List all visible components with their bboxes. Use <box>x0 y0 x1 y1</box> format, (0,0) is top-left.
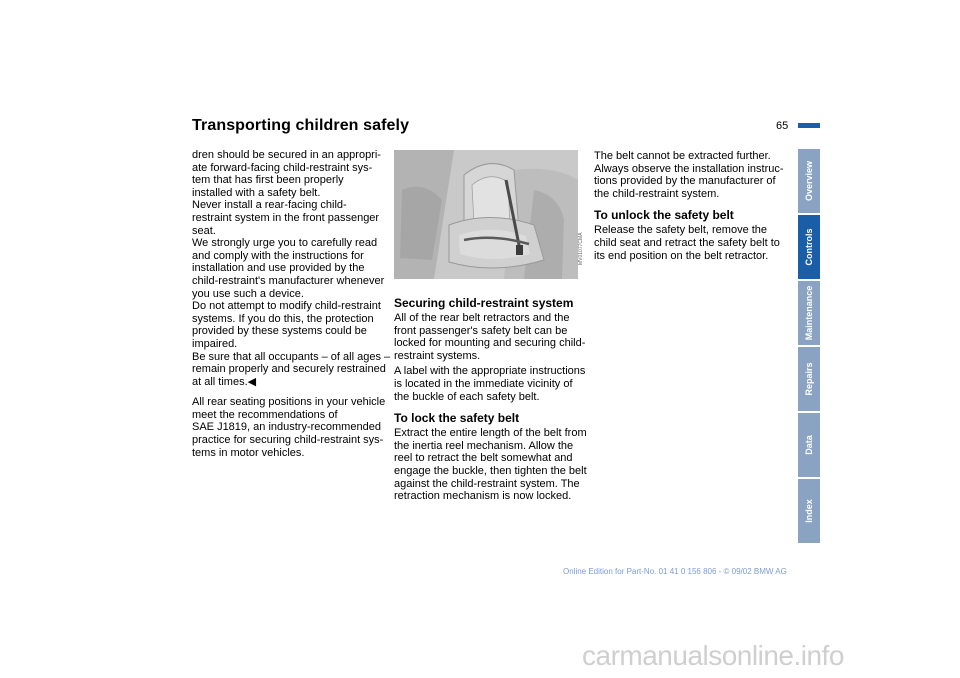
text-line: at all times.◀ <box>192 375 257 388</box>
tab-repairs[interactable] <box>798 347 820 411</box>
text-line: engage the buckle, then tighten the belt <box>394 464 587 477</box>
text-line: practice for securing child-restraint sys- <box>192 434 384 447</box>
page-title: Transporting children safely <box>192 117 410 134</box>
text-line: dren should be secured in an appropri- <box>192 149 381 161</box>
text-line: impaired. <box>192 337 238 350</box>
tab-data[interactable] <box>798 413 820 477</box>
child-seat-illustration <box>394 150 578 279</box>
text-line: Release the safety belt, remove the <box>594 224 768 237</box>
text-line: The belt cannot be extracted further. <box>594 150 771 162</box>
tab-label: Data <box>804 435 814 455</box>
text-line: tions provided by the manufacturer of <box>594 175 776 188</box>
text-line: Always observe the installation instruc- <box>594 162 784 175</box>
text-column-2 <box>394 296 586 503</box>
text-line: A label with the appropriate instructions <box>394 365 586 378</box>
text-line: All of the rear belt retractors and the <box>394 312 570 324</box>
figure-code: MV01077CMA <box>578 232 584 265</box>
text-line: All rear seating positions in your vehicle <box>192 396 386 409</box>
tab-label: Index <box>804 499 814 523</box>
text-line: meet the recommendations of <box>192 408 338 421</box>
text-line: tems in motor vehicles. <box>192 446 305 459</box>
tab-label: Controls <box>804 228 814 266</box>
tab-index[interactable] <box>798 479 820 543</box>
text-line: front passenger's safety belt can be <box>394 324 568 337</box>
text-line: restraint systems. <box>394 349 481 362</box>
section-tabs <box>798 149 820 545</box>
text-line: Be sure that all occupants – of all ages – <box>192 350 391 363</box>
paragraph-child-safety <box>192 149 391 388</box>
paragraph-belt-cannot-extract <box>594 150 784 200</box>
tab-label: Overview <box>804 160 814 202</box>
heading-lock-safety-belt: To lock the safety belt <box>394 411 520 426</box>
text-line: SAE J1819, an industry-recommended <box>192 421 381 434</box>
text-line: Extract the entire length of the belt from <box>394 427 587 440</box>
text-line: child-restraint's manufacturer whenever <box>192 274 385 287</box>
text-line: the child-restraint system. <box>594 187 720 200</box>
text-line: Never install a rear-facing child- <box>192 199 347 212</box>
text-line: locked for mounting and securing child- <box>394 337 586 350</box>
text-line: the buckle of each safety belt. <box>394 390 540 403</box>
text-line: retraction mechanism is now locked. <box>394 490 572 503</box>
text-line: you use such a device. <box>192 287 304 300</box>
paragraph-unlock-instructions <box>594 224 784 262</box>
text-line: Do not attempt to modify child-restraint <box>192 300 381 313</box>
paragraph-sae-j1819 <box>192 396 386 459</box>
text-line: ate forward-facing child-restraint sys- <box>192 161 373 174</box>
text-line: remain properly and securely restrained <box>192 363 386 376</box>
footer-edition: Online Edition for Part-No. 01 41 0 156 806 - © 09/02 BMW AG <box>563 567 787 576</box>
watermark: carmanualsonline.info <box>582 640 844 671</box>
text-line: against the child-restraint system. The <box>394 477 580 490</box>
paragraph-lock-instructions <box>394 427 586 503</box>
text-column-1 <box>192 149 391 459</box>
text-line: installed with a safety belt. <box>192 186 321 199</box>
tab-maintenance[interactable] <box>798 281 820 345</box>
text-line: provided by these systems could be <box>192 325 367 338</box>
tab-controls[interactable] <box>798 215 820 279</box>
text-line: the inertia reel mechanism. Allow the <box>394 439 574 452</box>
text-line: and comply with the instructions for <box>192 249 364 262</box>
text-line: We strongly urge you to carefully read <box>192 237 378 250</box>
text-line: installation and use provided by the <box>192 262 365 275</box>
paragraph-label-instructions <box>394 365 586 403</box>
text-column-3 <box>594 150 784 262</box>
text-line: seat. <box>192 224 216 237</box>
text-line: restraint system in the front passenger <box>192 211 380 224</box>
text-line: its end position on the belt retractor. <box>594 249 769 262</box>
text-line: tem that has first been properly <box>192 174 344 187</box>
paragraph-belt-retractors <box>394 312 586 362</box>
text-line: systems. If you do this, the protection <box>192 312 374 325</box>
tab-overview[interactable] <box>798 149 820 213</box>
text-line: reel to retract the belt somewhat and <box>394 452 573 465</box>
tab-label: Maintenance <box>804 285 814 341</box>
page-number: 65 <box>776 120 789 132</box>
heading-securing-child-restraint: Securing child-restraint system <box>394 296 574 310</box>
heading-unlock-safety-belt: To unlock the safety belt <box>594 208 734 223</box>
tab-label: Repairs <box>804 362 814 396</box>
text-line: is located in the immediate vicinity of <box>394 377 573 390</box>
page-marker <box>798 123 820 128</box>
text-line: child seat and retract the safety belt to <box>594 236 780 249</box>
